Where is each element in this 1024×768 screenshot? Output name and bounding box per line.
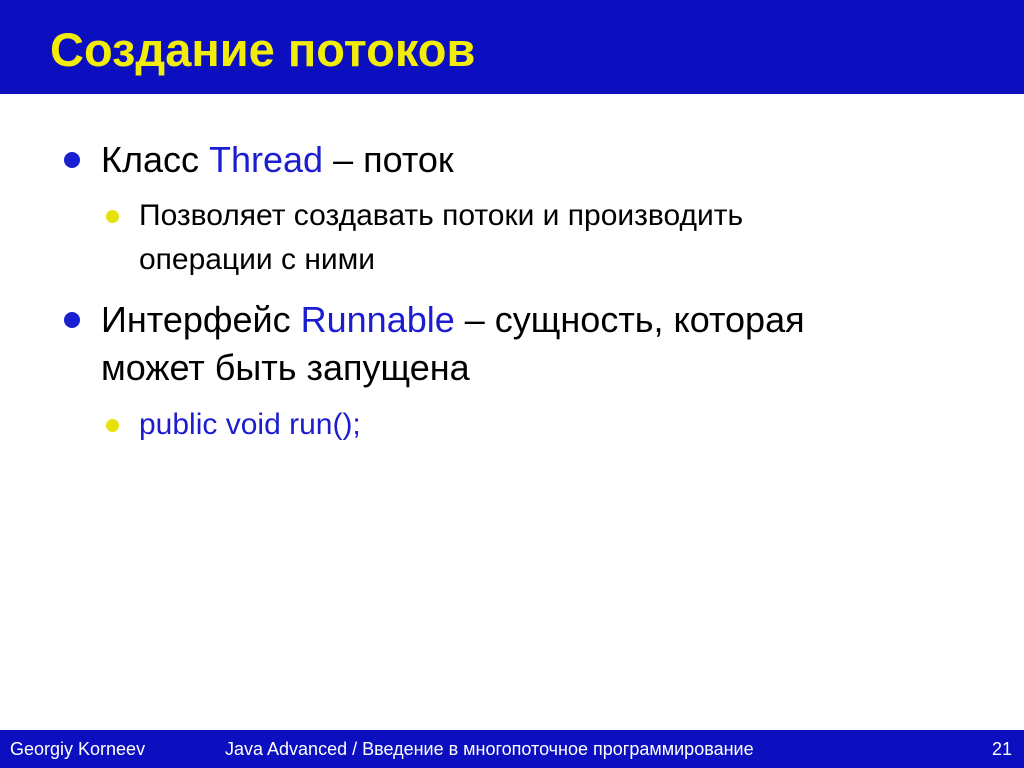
- thread-class-name: Thread: [209, 139, 324, 180]
- run-method-signature: public void run();: [139, 408, 361, 441]
- level1-bullet-dot: [64, 312, 80, 328]
- footer-bar: [0, 730, 1024, 768]
- footer-author: Georgiy Korneev: [10, 739, 146, 759]
- level2-bullet-dot: [106, 210, 119, 223]
- bullet-runnable: [101, 296, 805, 392]
- level1-bullet-dot: [64, 152, 80, 168]
- bullet-runnable-prefix: Интерфейс: [101, 299, 301, 340]
- sub-bullet-line2: операции с ними: [139, 243, 376, 276]
- page-number: 21: [991, 739, 1012, 759]
- bullet-runnable-line1: [101, 296, 805, 344]
- level2-bullet-dot: [106, 419, 119, 432]
- sub-bullet-thread-desc: [139, 194, 743, 282]
- bullet-thread: [101, 136, 454, 184]
- bullet-runnable-suffix: – сущность, которая: [454, 299, 805, 340]
- footer-course: Java Advanced / Введение в многопоточное программирование: [225, 739, 754, 759]
- sub-bullet-line1: Позволяет создавать потоки и производить: [139, 199, 744, 232]
- bullet-thread-suffix: – поток: [323, 139, 454, 180]
- bullet-thread-prefix: Класс: [101, 139, 209, 180]
- slide-title: Создание потоков: [50, 23, 476, 76]
- runnable-interface-name: Runnable: [300, 299, 455, 340]
- bullet-runnable-line2: может быть запущена: [101, 347, 470, 388]
